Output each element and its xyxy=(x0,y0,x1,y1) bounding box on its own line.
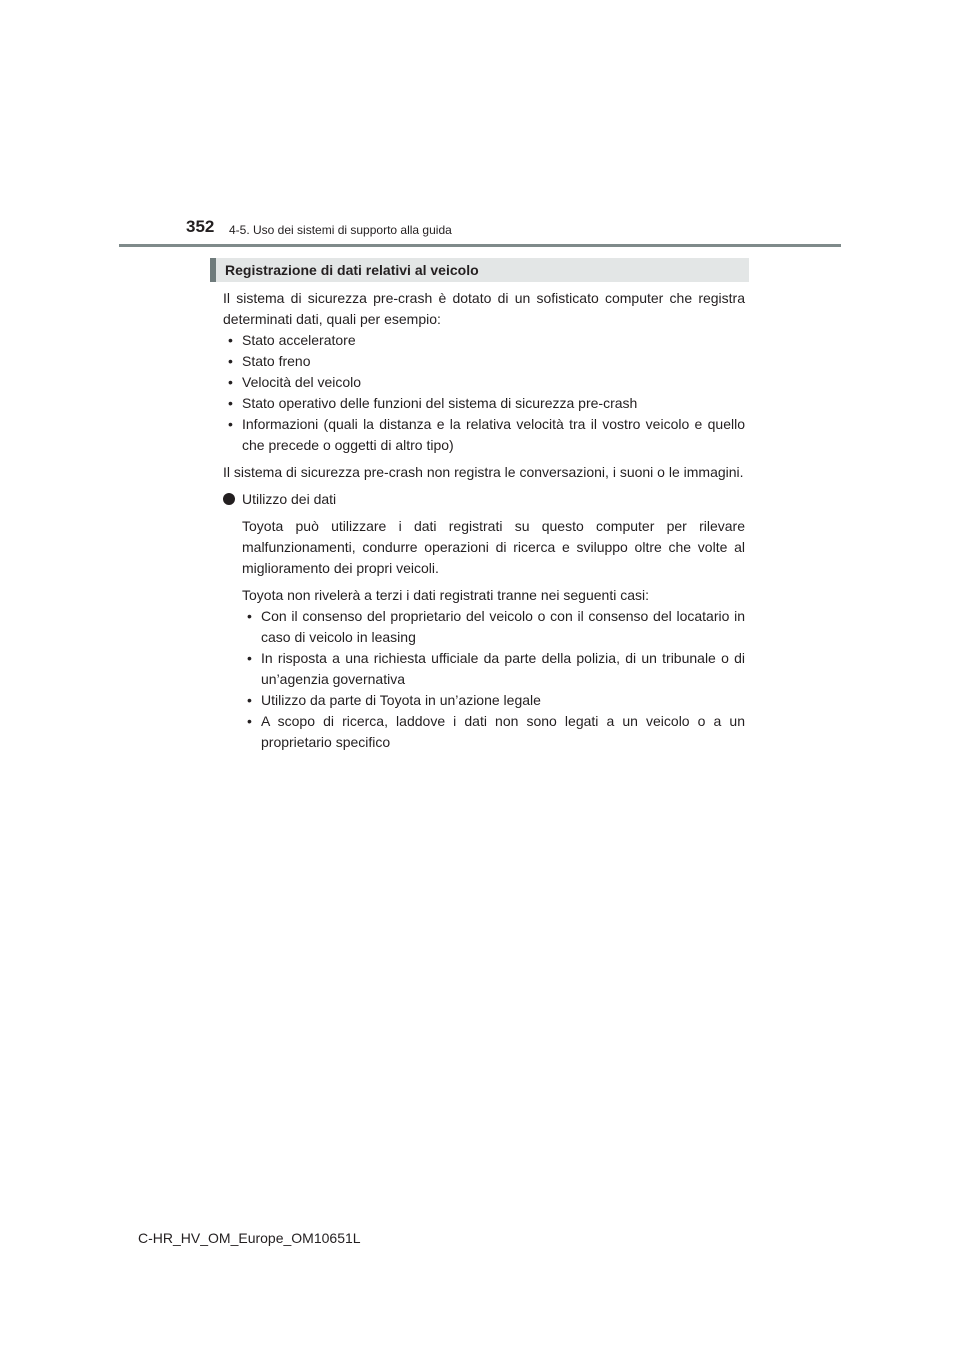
section-heading-bar xyxy=(210,258,749,282)
list-item-text: Con il consenso del proprietario del veicolo o con il consenso del locatario in caso di veicolo in leasing xyxy=(261,608,745,645)
list-item-text: Stato operativo delle funzioni del sistema di sicurezza pre-crash xyxy=(242,395,638,411)
usage-paragraph-2: Toyota non rivelerà a terzi i dati registrati tranne nei seguenti casi: xyxy=(242,587,649,603)
usage-paragraph-1: Toyota può utilizzare i dati registrati su questo computer per rilevare malfunzionamenti, condurre operazioni di ricerca e sviluppo oltre che volte al miglioramento dei propri veicoli. xyxy=(242,518,745,576)
content-body xyxy=(223,288,745,753)
list-item: • Stato freno xyxy=(228,353,311,369)
section-marker xyxy=(210,258,216,282)
chapter-title: 4-5. Uso dei sistemi di supporto alla guida xyxy=(229,223,452,237)
page-number: 352 xyxy=(186,217,215,236)
list-item-text: Informazioni (quali la distanza e la relativa velocità tra il vostro veicolo e quello che precede o oggetti di altro tipo) xyxy=(242,416,745,453)
list-item: • Velocità del veicolo xyxy=(228,374,362,390)
list-item-text: Utilizzo da parte di Toyota in un’azione legale xyxy=(261,692,541,708)
list-item: • Stato operativo delle funzioni del sistema di sicurezza pre-crash xyxy=(228,395,638,411)
note-paragraph: Il sistema di sicurezza pre-crash non registra le conversazioni, i suoni o le immagini. xyxy=(223,464,744,480)
header-rule xyxy=(119,244,841,247)
usage-heading-text: Utilizzo dei dati xyxy=(242,491,337,507)
list-item: • Utilizzo da parte di Toyota in un’azione legale xyxy=(247,692,541,708)
list-item-text: Stato acceleratore xyxy=(242,332,356,348)
list-item: • In risposta a una richiesta ufficiale da parte della polizia, di un tribunale o di un’agenzia governativa xyxy=(247,650,745,687)
list-item-text: In risposta a una richiesta ufficiale da parte della polizia, di un tribunale o di un’agenzia governativa xyxy=(261,650,745,687)
document-code: C-HR_HV_OM_Europe_OM10651L xyxy=(138,1230,361,1246)
list-item: • A scopo di ricerca, laddove i dati non sono legati a un veicolo o a un proprietario specifico xyxy=(247,713,745,750)
list-item-text: Velocità del veicolo xyxy=(242,374,362,390)
list-item-text: Stato freno xyxy=(242,353,311,369)
usage-heading xyxy=(223,489,745,510)
list-item: • Stato acceleratore xyxy=(228,332,356,348)
disclosure-cases-list xyxy=(223,606,745,753)
bullet-disc-icon xyxy=(223,493,235,505)
list-item-text: A scopo di ricerca, laddove i dati non sono legati a un veicolo o a un proprietario specifico xyxy=(261,713,745,750)
list-item: • Con il consenso del proprietario del veicolo o con il consenso del locatario in caso di veicolo in leasing xyxy=(247,608,745,645)
section-title: Registrazione di dati relativi al veicolo xyxy=(225,262,479,278)
list-item: • Informazioni (quali la distanza e la relativa velocità tra il vostro veicolo e quello che precede o oggetti di altro tipo) xyxy=(228,416,745,453)
recorded-data-list xyxy=(223,330,745,456)
intro-paragraph: Il sistema di sicurezza pre-crash è dotato di un sofisticato computer che registra determinati dati, quali per esempio: xyxy=(223,290,745,327)
